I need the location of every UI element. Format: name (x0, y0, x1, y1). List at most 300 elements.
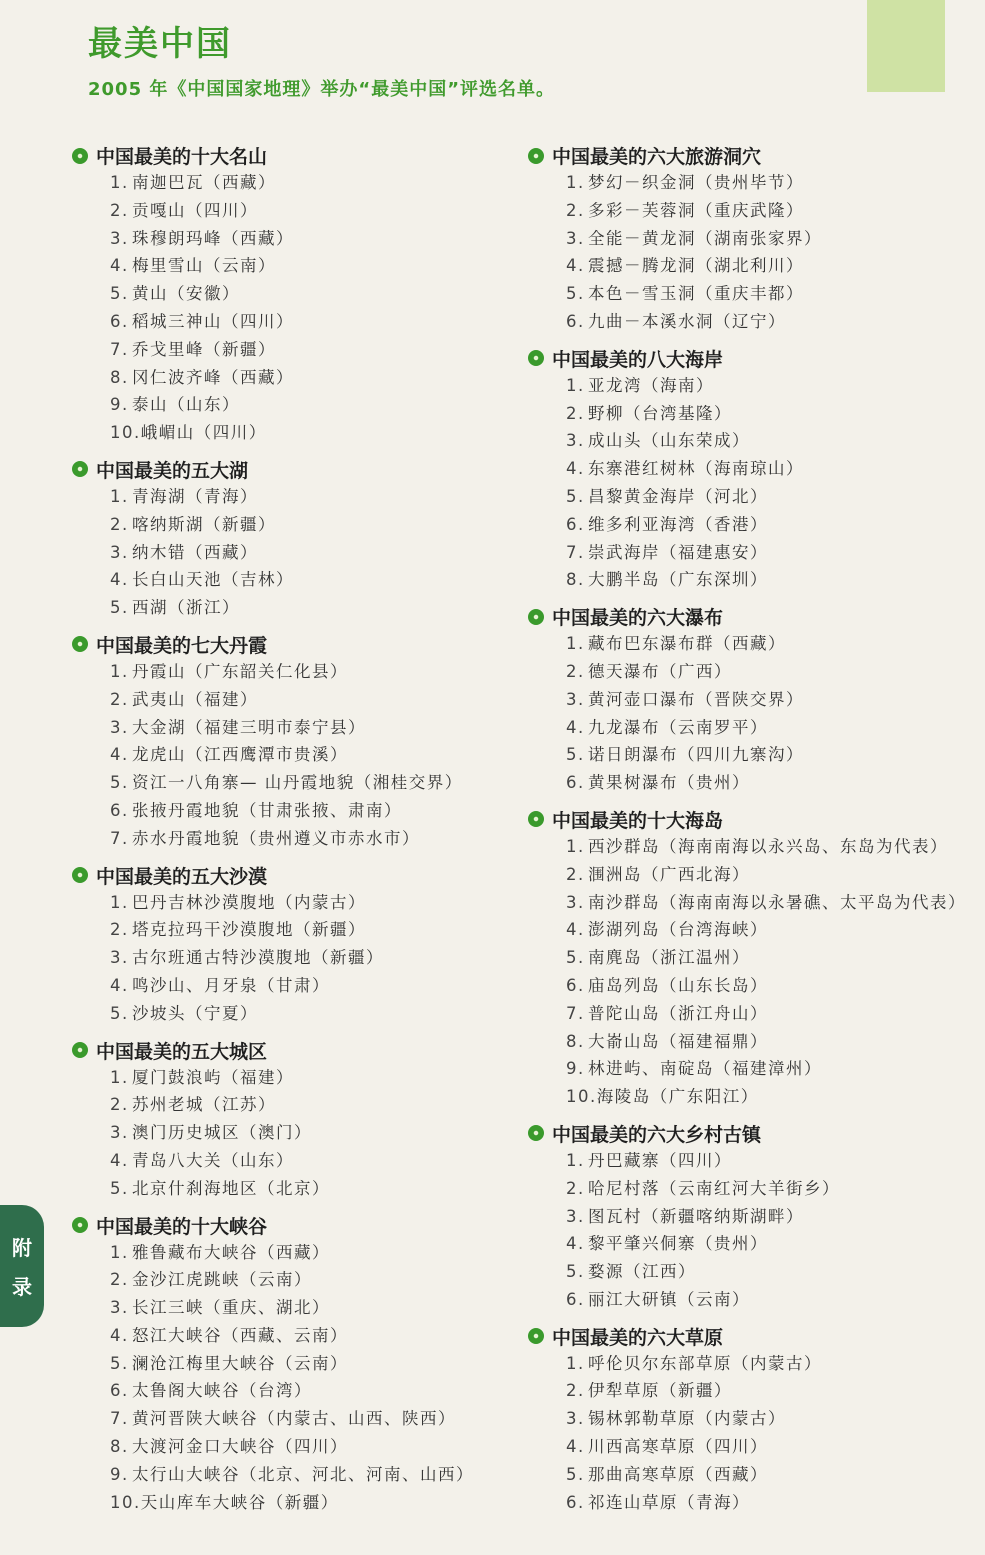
item-number: 1. (110, 486, 129, 506)
item-number: 3. (566, 892, 585, 912)
list-item (566, 225, 985, 253)
item-number: 2. (110, 200, 129, 220)
item-text: 金沙江虎跳峡（云南） (132, 1270, 312, 1290)
section-heading-text: 中国最美的六大瀑布 (552, 607, 724, 630)
list-item (566, 944, 985, 972)
flower-bullet-icon (72, 461, 88, 477)
list-item (110, 1239, 512, 1267)
item-text: 澎湖列岛（台湾海峡） (588, 920, 768, 940)
item-list (72, 1239, 512, 1517)
item-text: 喀纳斯湖（新疆） (132, 514, 276, 534)
item-number: 1. (566, 1150, 585, 1170)
list-item (566, 714, 985, 742)
item-text: 丽江大研镇（云南） (588, 1289, 750, 1309)
item-number: 9. (110, 395, 129, 415)
item-text: 昌黎黄金海岸（河北） (588, 486, 768, 506)
section-heading-text: 中国最美的六大旅游洞穴 (552, 146, 762, 168)
item-number: 5. (110, 773, 129, 793)
item-number: 5. (566, 745, 585, 765)
item-text: 长江三峡（重庆、湖北） (132, 1298, 330, 1318)
item-list (72, 889, 512, 1028)
item-number: 2. (110, 1270, 129, 1290)
item-number: 2. (566, 200, 585, 220)
appendix-side-tab (0, 1205, 44, 1327)
section-heading-text: 中国最美的七大丹霞 (96, 634, 268, 657)
list-item (110, 197, 512, 225)
item-text: 太鲁阁大峡谷（台湾） (132, 1381, 312, 1401)
item-number: 5. (110, 598, 129, 618)
item-text: 哈尼村落（云南红河大羊街乡） (588, 1178, 840, 1198)
list-item (110, 336, 512, 364)
list-item (566, 1433, 985, 1461)
list-item (566, 539, 985, 567)
item-text: 冈仁波齐峰（西藏） (132, 367, 294, 387)
side-tab-char: 录 (12, 1275, 32, 1299)
item-number: 3. (566, 1409, 585, 1429)
flower-bullet-icon (528, 1125, 544, 1141)
item-number: 3. (566, 689, 585, 709)
list-item (110, 308, 512, 336)
item-text: 诺日朗瀑布（四川九寨沟） (588, 745, 804, 765)
item-text: 乔戈里峰（新疆） (132, 339, 276, 359)
left-column (72, 142, 512, 1516)
item-number: 1. (566, 1353, 585, 1373)
list-item (566, 1286, 985, 1314)
item-text: 峨嵋山（四川） (140, 423, 267, 443)
list-item (110, 1322, 512, 1350)
section-heading (528, 1323, 985, 1350)
item-text: 怒江大峡谷（西藏、云南） (132, 1325, 348, 1345)
item-number: 1. (566, 836, 585, 856)
flower-bullet-icon (528, 1328, 544, 1344)
item-number: 6. (566, 1289, 585, 1309)
item-number: 6. (566, 514, 585, 534)
list-section (72, 142, 512, 447)
list-item (110, 1405, 512, 1433)
section-heading-text: 中国最美的十大名山 (96, 146, 268, 168)
list-item (110, 1461, 512, 1489)
item-text: 雅鲁藏布大峡谷（西藏） (132, 1242, 330, 1262)
item-number: 2. (110, 920, 129, 940)
item-list (528, 1147, 985, 1314)
list-item (566, 686, 985, 714)
item-list (528, 169, 985, 336)
item-text: 普陀山岛（浙江舟山） (588, 1003, 768, 1023)
item-list (72, 658, 512, 853)
item-number: 10. (110, 1492, 141, 1512)
item-text: 南麂岛（浙江温州） (588, 948, 750, 968)
item-text: 黄河壶口瀑布（晋陕交界） (588, 689, 804, 709)
list-item (110, 1064, 512, 1092)
item-text: 纳木错（西藏） (132, 542, 258, 562)
item-number: 3. (566, 228, 585, 248)
item-text: 锡林郭勒草原（内蒙古） (588, 1409, 786, 1429)
list-item (566, 1350, 985, 1378)
item-text: 武夷山（福建） (132, 689, 258, 709)
section-heading (72, 1212, 512, 1239)
section-heading-text: 中国最美的五大城区 (96, 1040, 268, 1063)
item-number: 4. (566, 256, 585, 276)
item-text: 梦幻－织金洞（贵州毕节） (588, 173, 804, 192)
item-number: 6. (110, 1381, 129, 1401)
section-heading (72, 142, 512, 169)
item-number: 3. (566, 431, 585, 451)
item-text: 梅里雪山（云南） (132, 256, 276, 276)
item-text: 东寨港红树林（海南琼山） (588, 459, 804, 479)
flower-bullet-icon (528, 609, 544, 625)
list-item (566, 400, 985, 428)
item-number: 5. (566, 284, 585, 304)
item-list (528, 833, 985, 1111)
item-number: 4. (110, 1325, 129, 1345)
item-number: 5. (110, 1353, 129, 1373)
list-item (566, 972, 985, 1000)
section-heading (72, 1037, 512, 1064)
item-text: 大渡河金口大峡谷（四川） (132, 1437, 348, 1457)
list-item (566, 1377, 985, 1405)
section-heading (72, 456, 512, 483)
list-item (566, 889, 985, 917)
list-item (110, 686, 512, 714)
item-text: 全能－黄龙洞（湖南张家界） (588, 228, 822, 248)
page-header (88, 16, 555, 101)
item-number: 4. (566, 459, 585, 479)
item-text: 亚龙湾（海南） (588, 375, 714, 395)
section-heading (528, 603, 985, 630)
item-number: 3. (110, 717, 129, 737)
list-section (528, 1323, 985, 1517)
item-number: 1. (110, 892, 129, 912)
list-item (110, 1266, 512, 1294)
list-section (72, 862, 512, 1028)
item-text: 鸣沙山、月牙泉（甘肃） (132, 975, 330, 995)
list-section (528, 603, 985, 797)
page-title: 最美中国 (88, 24, 232, 64)
item-text: 泰山（山东） (132, 395, 240, 415)
list-item (110, 1350, 512, 1378)
list-item (110, 225, 512, 253)
list-item (566, 308, 985, 336)
flower-bullet-icon (72, 636, 88, 652)
list-item (110, 658, 512, 686)
item-text: 呼伦贝尔东部草原（内蒙古） (588, 1353, 822, 1373)
list-item (110, 252, 512, 280)
list-item (110, 1119, 512, 1147)
section-heading (528, 142, 985, 169)
list-item (110, 566, 512, 594)
list-item (566, 252, 985, 280)
item-text: 大鹏半岛（广东深圳） (588, 570, 768, 590)
list-item (566, 1028, 985, 1056)
item-text: 震撼－腾龙洞（湖北利川） (588, 256, 804, 276)
item-number: 4. (110, 1150, 129, 1170)
list-item (110, 1000, 512, 1028)
item-number: 3. (110, 228, 129, 248)
item-list (72, 1064, 512, 1203)
page-subtitle: 2005 年《中国国家地理》举办“最美中国”评选名单。 (88, 79, 556, 100)
list-item (110, 483, 512, 511)
item-number: 5. (566, 486, 585, 506)
list-item (566, 1405, 985, 1433)
list-item (566, 1000, 985, 1028)
section-heading (72, 631, 512, 658)
list-item (566, 769, 985, 797)
list-section (72, 1037, 512, 1203)
item-text: 澜沧江梅里大峡谷（云南） (132, 1353, 348, 1373)
list-item (110, 1091, 512, 1119)
list-item (566, 427, 985, 455)
list-item (110, 594, 512, 622)
list-item (110, 972, 512, 1000)
list-item (110, 1433, 512, 1461)
item-text: 涠洲岛（广西北海） (588, 864, 750, 884)
item-number: 5. (110, 1178, 129, 1198)
list-item (566, 861, 985, 889)
item-text: 图瓦村（新疆喀纳斯湖畔） (588, 1206, 804, 1226)
section-heading-text: 中国最美的十大峡谷 (96, 1215, 268, 1238)
flower-bullet-icon (72, 148, 88, 164)
item-number: 6. (566, 773, 585, 793)
section-heading-text: 中国最美的六大草原 (552, 1326, 724, 1349)
list-item (566, 1258, 985, 1286)
item-number: 2. (110, 1095, 129, 1115)
item-text: 太行山大峡谷（北京、河北、河南、山西） (132, 1464, 474, 1484)
item-text: 黄山（安徽） (132, 284, 240, 304)
item-number: 4. (110, 256, 129, 276)
item-list (72, 483, 512, 622)
list-section (72, 631, 512, 853)
item-text: 古尔班通古特沙漠腹地（新疆） (132, 948, 384, 968)
flower-bullet-icon (528, 811, 544, 827)
section-heading-text: 中国最美的五大湖 (96, 459, 249, 482)
list-item (110, 769, 512, 797)
list-item (566, 280, 985, 308)
item-text: 那曲高寒草原（西藏） (588, 1464, 768, 1484)
list-item (110, 825, 512, 853)
list-item (566, 511, 985, 539)
list-item (110, 797, 512, 825)
item-number: 7. (110, 1409, 129, 1429)
item-number: 4. (110, 745, 129, 765)
item-number: 2. (566, 661, 585, 681)
item-number: 1. (110, 173, 129, 192)
item-text: 南沙群岛（海南南海以永暑礁、太平岛为代表） (588, 892, 966, 912)
item-number: 3. (110, 948, 129, 968)
list-item (110, 1294, 512, 1322)
list-section (528, 345, 985, 594)
item-number: 2. (566, 1381, 585, 1401)
item-text: 丹巴藏寨（四川） (588, 1150, 732, 1170)
item-list (72, 169, 512, 447)
item-text: 大金湖（福建三明市泰宁县） (132, 717, 366, 737)
flower-bullet-icon (72, 867, 88, 883)
item-text: 龙虎山（江西鹰潭市贵溪） (132, 745, 348, 765)
item-number: 4. (566, 717, 585, 737)
item-text: 庙岛列岛（山东长岛） (588, 975, 768, 995)
list-item (566, 1147, 985, 1175)
item-number: 5. (566, 948, 585, 968)
section-heading (528, 345, 985, 372)
right-column (528, 142, 985, 1516)
flower-bullet-icon (72, 1042, 88, 1058)
item-text: 维多利亚海湾（香港） (588, 514, 768, 534)
item-number: 6. (110, 800, 129, 820)
list-item (566, 1083, 985, 1111)
item-text: 赤水丹霞地貌（贵州遵义市赤水市） (132, 828, 420, 848)
list-item (566, 566, 985, 594)
item-text: 藏布巴东瀑布群（西藏） (588, 634, 786, 654)
item-text: 西沙群岛（海南南海以永兴岛、东岛为代表） (588, 836, 948, 856)
item-text: 稻城三神山（四川） (132, 311, 294, 331)
item-text: 张掖丹霞地貌（甘肃张掖、肃南） (132, 800, 402, 820)
item-text: 天山库车大峡谷（新疆） (140, 1492, 339, 1512)
item-number: 2. (110, 689, 129, 709)
item-number: 3. (110, 1123, 129, 1143)
item-text: 川西高寒草原（四川） (588, 1437, 768, 1457)
item-number: 4. (566, 1234, 585, 1254)
item-number: 4. (566, 920, 585, 940)
item-number: 5. (110, 1003, 129, 1023)
item-number: 2. (566, 864, 585, 884)
item-number: 2. (110, 514, 129, 534)
section-heading (528, 1120, 985, 1147)
item-number: 2. (566, 403, 585, 423)
item-text: 长白山天池（吉林） (132, 570, 294, 590)
item-number: 2. (566, 1178, 585, 1198)
item-text: 黎平肇兴侗寨（贵州） (588, 1234, 768, 1254)
item-number: 1. (566, 173, 585, 192)
item-text: 德天瀑布（广西） (588, 661, 732, 681)
item-text: 塔克拉玛干沙漠腹地（新疆） (132, 920, 366, 940)
item-number: 7. (110, 339, 129, 359)
item-text: 巴丹吉林沙漠腹地（内蒙古） (132, 892, 366, 912)
item-number: 10. (566, 1087, 597, 1107)
item-text: 西湖（浙江） (132, 598, 240, 618)
list-item (566, 372, 985, 400)
item-text: 贡嘎山（四川） (132, 200, 258, 220)
item-text: 成山头（山东荣成） (588, 431, 750, 451)
list-item (110, 1377, 512, 1405)
list-item (566, 1175, 985, 1203)
item-text: 沙坡头（宁夏） (132, 1003, 258, 1023)
item-number: 10. (110, 423, 141, 443)
item-text: 崇武海岸（福建惠安） (588, 542, 768, 562)
section-heading-text: 中国最美的十大海岛 (552, 809, 724, 832)
list-item (566, 1489, 985, 1517)
list-section (528, 1120, 985, 1314)
item-text: 珠穆朗玛峰（西藏） (132, 228, 294, 248)
item-number: 4. (110, 975, 129, 995)
item-text: 资江一八角寨— 山丹霞地貌（湘桂交界） (132, 773, 463, 793)
item-number: 8. (566, 570, 585, 590)
corner-color-block (867, 0, 945, 92)
item-text: 林进屿、南碇岛（福建漳州） (588, 1059, 822, 1079)
list-item (110, 1175, 512, 1203)
list-section (72, 1212, 512, 1517)
item-text: 大嵛山岛（福建福鼎） (588, 1031, 768, 1051)
item-list (528, 630, 985, 797)
item-text: 多彩－芙蓉洞（重庆武隆） (588, 200, 804, 220)
item-text: 本色－雪玉洞（重庆丰都） (588, 284, 804, 304)
list-item (566, 741, 985, 769)
item-number: 7. (566, 542, 585, 562)
list-item (110, 714, 512, 742)
item-text: 祁连山草原（青海） (588, 1492, 750, 1512)
item-text: 黄果树瀑布（贵州） (588, 773, 750, 793)
list-item (566, 197, 985, 225)
item-text: 青岛八大关（山东） (132, 1150, 294, 1170)
list-item (110, 1489, 512, 1517)
item-text: 北京什刹海地区（北京） (132, 1178, 330, 1198)
item-text: 婺源（江西） (588, 1262, 696, 1282)
list-item (110, 889, 512, 917)
item-number: 6. (566, 1492, 585, 1512)
item-number: 5. (110, 284, 129, 304)
item-number: 3. (110, 1298, 129, 1318)
item-number: 1. (110, 661, 129, 681)
item-text: 厦门鼓浪屿（福建） (132, 1067, 294, 1087)
item-number: 9. (566, 1059, 585, 1079)
item-number: 1. (566, 375, 585, 395)
list-item (110, 944, 512, 972)
list-item (110, 916, 512, 944)
item-text: 海陵岛（广东阳江） (596, 1087, 759, 1107)
item-number: 9. (110, 1464, 129, 1484)
item-list (528, 1350, 985, 1517)
item-text: 青海湖（青海） (132, 486, 258, 506)
item-number: 3. (110, 542, 129, 562)
item-number: 7. (110, 828, 129, 848)
side-tab-char: 附 (12, 1236, 32, 1260)
list-item (110, 391, 512, 419)
list-item (566, 630, 985, 658)
flower-bullet-icon (528, 148, 544, 164)
item-text: 九曲－本溪水洞（辽宁） (588, 311, 786, 331)
list-item (566, 658, 985, 686)
section-heading (72, 862, 512, 889)
item-number: 4. (110, 570, 129, 590)
item-text: 野柳（台湾基隆） (588, 403, 732, 423)
item-number: 8. (110, 367, 129, 387)
list-item (566, 455, 985, 483)
section-heading-text: 中国最美的五大沙漠 (96, 865, 268, 888)
item-number: 8. (566, 1031, 585, 1051)
item-number: 6. (566, 975, 585, 995)
list-item (110, 364, 512, 392)
list-item (110, 419, 512, 447)
list-item (110, 1147, 512, 1175)
list-item (566, 833, 985, 861)
list-section (72, 456, 512, 622)
list-item (566, 916, 985, 944)
list-item (110, 511, 512, 539)
item-text: 黄河晋陕大峡谷（内蒙古、山西、陕西） (132, 1409, 456, 1429)
item-number: 5. (566, 1464, 585, 1484)
item-list (528, 372, 985, 594)
item-text: 丹霞山（广东韶关仁化县） (132, 661, 348, 681)
list-item (110, 741, 512, 769)
item-text: 苏州老城（江苏） (132, 1095, 276, 1115)
list-section (528, 142, 985, 336)
list-item (566, 1203, 985, 1231)
list-item (566, 1461, 985, 1489)
item-text: 澳门历史城区（澳门） (132, 1123, 312, 1143)
list-item (110, 539, 512, 567)
item-number: 4. (566, 1437, 585, 1457)
list-item (566, 1055, 985, 1083)
flower-bullet-icon (72, 1217, 88, 1233)
item-number: 7. (566, 1003, 585, 1023)
